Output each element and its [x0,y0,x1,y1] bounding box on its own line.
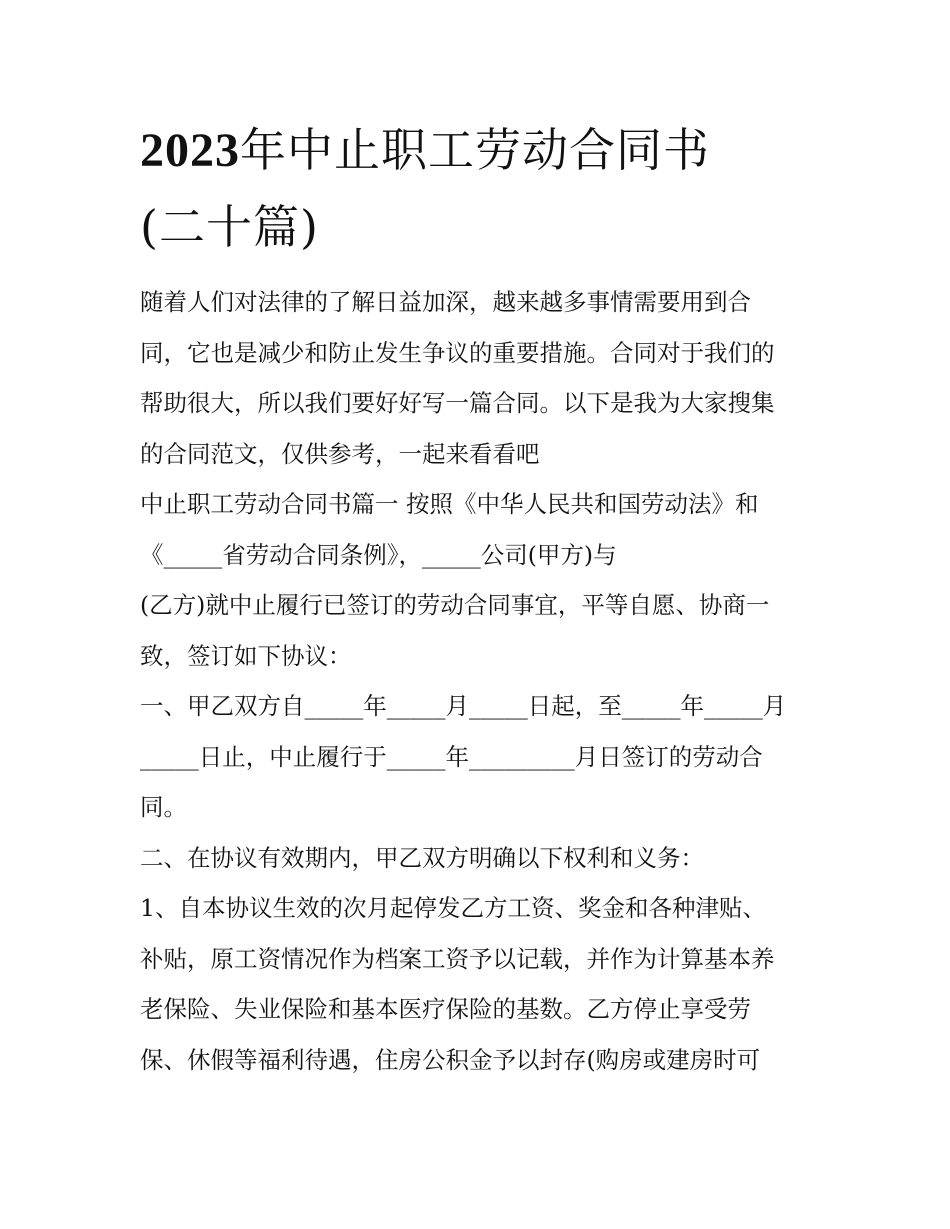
title-text: 年中止职工劳动合同书 [240,123,710,177]
clause-two-paragraph [140,833,820,884]
text-line: 一、甲乙双方自_____年_____月_____日起，至_____年_____月 [140,692,787,720]
intro-paragraph [140,277,820,479]
text-line: 二、在协议有效期内，甲乙双方明确以下权利和义务： [140,843,704,872]
text-line: 致，签订如下协议： [140,641,352,670]
section-intro-paragraph [140,479,820,681]
text-line: 同，它也是减少和防止发生争议的重要措施。合同对于我们的 [140,338,775,367]
text-line: 中止职工劳动合同书篇一 按照《中华人民共和国劳动法》和 [140,490,759,518]
text-line: _____日止，中止履行于_____年_________月日签订的劳动合 [140,742,763,771]
text-line: 1、自本协议生效的次月起停发乙方工资、奖金和各种津贴、 [140,894,766,922]
item-one-paragraph [140,883,820,1085]
text-line: 的合同范文，仅供参考，一起来看看吧 [140,439,540,468]
text-line: 保、休假等福利待遇，住房公积金予以封存(购房或建房时可 [140,1045,761,1074]
title-line-1 [140,112,820,189]
text-line: (乙方)就中止履行已签订的劳动合同事宜，平等自愿、协商一 [140,591,770,619]
text-line: 帮助很大，所以我们要好好写一篇合同。以下是我为大家搜集 [140,389,775,417]
text-line: 老保险、失业保险和基本医疗保险的基数。乙方停止享受劳 [140,995,751,1023]
clause-one-paragraph [140,681,820,833]
text-line: 同。 [140,793,187,821]
document-body [140,277,820,1085]
text-line: 《_____省劳动合同条例》，_____公司(甲方)与 [140,540,617,569]
text-line: 补贴，原工资情况作为档案工资予以记载，并作为计算基本养 [140,944,775,973]
title-year: 2023 [140,124,240,177]
document-title [140,112,820,265]
text-line: 随着人们对法律的了解日益加深，越来越多事情需要用到合 [140,288,751,316]
title-line-2: (二十篇) [140,200,319,254]
